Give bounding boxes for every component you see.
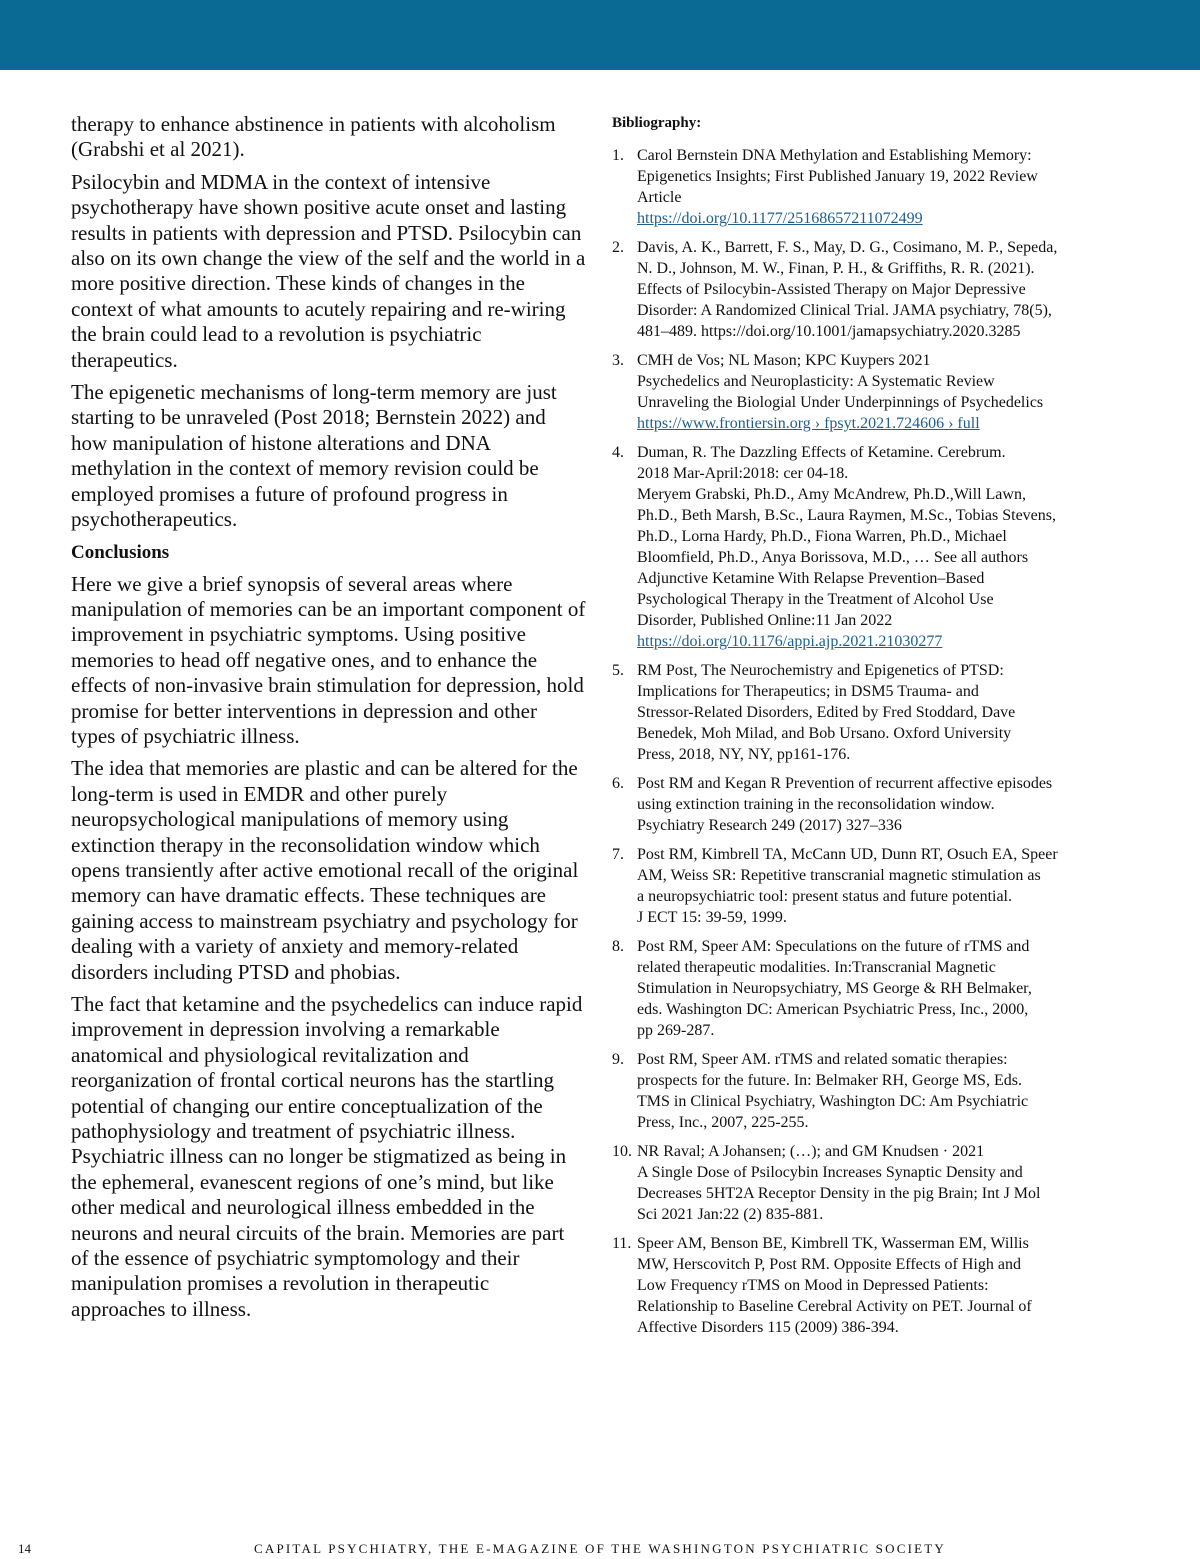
bibliography-entry-text: Speer AM, Benson BE, Kimbrell TK, Wasserman EM, Willis <box>637 1235 1029 1252</box>
conclusions-paragraph: The fact that ketamine and the psychedelics can induce rapid improvement in depression involving a remarkable anatomical and physiological revitalization and reorganization of frontal cortical neurons has the startling potential of changing our entire conceptualization of the pathophysiology and treatment of psychiatric illness. Psychiatric illness can no longer be stigmatized as being in the ephemeral, evanescent regions of one’s mind, but like other medical and neurological illness embedded in the neurons and neural circuits of the brain. Memories are part of the essence of psychiatric symptomology and their manipulation promises a revolution in therapeutic approaches to illness. <box>71 992 583 1321</box>
bibliography-entry-text: Post RM, Speer AM: Speculations on the future of rTMS and <box>637 938 1030 955</box>
bibliography-entry-text: Stimulation in Neuropsychiatry, MS George & RH Belmaker, <box>637 980 1032 997</box>
bibliography-entry-text: Sci 2021 Jan:22 (2) 835-881. <box>637 1206 824 1223</box>
page-number: 14 <box>18 1541 31 1556</box>
bibliography-entry <box>612 1049 1132 1133</box>
bibliography-link[interactable]: https://doi.org/10.1176/appi.ajp.2021.21030277 <box>637 633 943 650</box>
bibliography-entry-number: 11. <box>612 1235 632 1252</box>
header-band <box>0 0 1200 70</box>
bibliography-entry-text: Psychological Therapy in the Treatment of Alcohol Use <box>637 591 994 608</box>
bibliography-entry-text: Ph.D., Beth Marsh, B.Sc., Laura Raymen, M.Sc., Tobias Stevens, <box>637 507 1056 524</box>
bibliography-entry-text: Psychiatry Research 249 (2017) 327–336 <box>637 817 902 834</box>
bibliography-entry-number: 9. <box>612 1051 624 1068</box>
bibliography-entry <box>612 773 1132 836</box>
bibliography-link[interactable]: https://doi.org/10.1177/25168657211072499 <box>637 210 923 227</box>
bibliography-entry-text: N. D., Johnson, M. W., Finan, P. H., & Griffiths, R. R. (2021). <box>637 260 1035 277</box>
bibliography-entry <box>612 350 1132 434</box>
bibliography-entry-text: Adjunctive Ketamine With Relapse Prevention–Based <box>637 570 985 587</box>
bibliography-entry-text: Affective Disorders 115 (2009) 386-394. <box>637 1319 899 1336</box>
bibliography-entry-text: a neuropsychiatric tool: present status and future potential. <box>637 888 1012 905</box>
bibliography-section <box>612 113 1132 1346</box>
bibliography-entry <box>612 145 1132 229</box>
bibliography-entry-text: CMH de Vos; NL Mason; KPC Kuypers 2021 <box>637 352 931 369</box>
bibliography-entry-number: 7. <box>612 846 624 863</box>
bibliography-entry-text: prospects for the future. In: Belmaker RH, George MS, Eds. <box>637 1072 1022 1089</box>
bibliography-entry-text: using extinction training in the reconsolidation window. <box>637 796 995 813</box>
bibliography-entry-text: Davis, A. K., Barrett, F. S., May, D. G., Cosimano, M. P., Sepeda, <box>637 239 1058 256</box>
bibliography-entry-text: Disorder, Published Online:11 Jan 2022 <box>637 612 893 629</box>
conclusions-paragraph: Here we give a brief synopsis of several areas where manipulation of memories can be an important component of improvement in psychiatric symptoms. Using positive memories to head off negative ones, and to enhance the effects of non-invasive brain stimulation for depression, hold promise for better interventions in depression and other types of psychiatric illness. <box>71 571 586 748</box>
bibliography-entry-text: TMS in Clinical Psychiatry, Washington DC: Am Psychiatric <box>637 1093 1029 1110</box>
publication-title: CAPITAL PSYCHIATRY, THE E-MAGAZINE OF THE WASHINGTON PSYCHIATRIC SOCIETY <box>254 1541 946 1556</box>
bibliography-entry-text: Unraveling the Biologial Under Underpinnings of Psychedelics <box>637 394 1044 411</box>
bibliography-list <box>612 145 1132 1338</box>
bibliography-entry-text: pp 269-287. <box>637 1022 715 1039</box>
footer <box>0 1541 1200 1559</box>
bibliography-entry-number: 5. <box>612 662 624 679</box>
bibliography-entry-text: Implications for Therapeutics; in DSM5 Trauma- and <box>637 683 979 700</box>
left-column <box>71 112 586 1329</box>
bibliography-entry-text: RM Post, The Neurochemistry and Epigenetics of PTSD: <box>637 662 1004 679</box>
bibliography-entry <box>612 442 1132 652</box>
bibliography-entry-text: eds. Washington DC: American Psychiatric Press, Inc., 2000, <box>637 1001 1029 1018</box>
bibliography-entry-number: 3. <box>612 352 624 369</box>
body-paragraph: Psilocybin and MDMA in the context of intensive psychotherapy have shown positive acute onset and lasting results in patients with depression and PTSD. Psilocybin can also on its own change the view of the self and the world in a more positive direction. These kinds of changes in the context of what amounts to acutely repairing and re-wiring the brain could lead to a revolution is psychiatric therapeutics. <box>71 169 586 372</box>
bibliography-entry <box>612 1233 1132 1338</box>
bibliography-entry-text: 481–489. https://doi.org/10.1001/jamapsychiatry.2020.3285 <box>637 323 1021 340</box>
body-paragraph: The epigenetic mechanisms of long-term memory are just starting to be unraveled (Post 2018; Bernstein 2022) and how manipulation of histone alterations and DNA methylation in the context of memory revision could be employed promises a future of profound progress in psychotherapeutics. <box>71 380 557 532</box>
bibliography-entry-text: NR Raval; A Johansen; (…); and GM Knudsen · 2021 <box>637 1143 985 1160</box>
bibliography-entry-text: Relationship to Baseline Cerebral Activity on PET. Journal of <box>637 1298 1032 1315</box>
bibliography-entry-text: Article <box>637 189 682 206</box>
bibliography-entry-text: Disorder: A Randomized Clinical Trial. JAMA psychiatry, 78(5), <box>637 302 1052 319</box>
bibliography-entry <box>612 1141 1132 1225</box>
bibliography-entry-text: Effects of Psilocybin-Assisted Therapy on Major Depressive <box>637 281 1026 298</box>
bibliography-entry-text: A Single Dose of Psilocybin Increases Synaptic Density and <box>637 1164 1023 1181</box>
bibliography-entry-text: Benedek, Moh Milad, and Bob Ursano. Oxford University <box>637 725 1012 742</box>
bibliography-entry-text: Stressor-Related Disorders, Edited by Fred Stoddard, Dave <box>637 704 1016 721</box>
bibliography-entry-text: related therapeutic modalities. In:Transcranial Magnetic <box>637 959 996 976</box>
bibliography-entry-number: 1. <box>612 147 624 164</box>
bibliography-entry-number: 10. <box>612 1143 632 1160</box>
bibliography-entry-text: Post RM and Kegan R Prevention of recurrent affective episodes <box>637 775 1053 792</box>
bibliography-entry-text: Carol Bernstein DNA Methylation and Establishing Memory: <box>637 147 1032 164</box>
bibliography-entry-text: J ECT 15: 39-59, 1999. <box>637 909 787 926</box>
bibliography-entry-text: Post RM, Kimbrell TA, McCann UD, Dunn RT, Osuch EA, Speer <box>637 846 1058 863</box>
bibliography-entry-text: Decreases 5HT2A Receptor Density in the pig Brain; Int J Mol <box>637 1185 1041 1202</box>
bibliography-entry-text: AM, Weiss SR: Repetitive transcranial magnetic stimulation as <box>637 867 1041 884</box>
bibliography-entry-text: MW, Herscovitch P, Post RM. Opposite Effects of High and <box>637 1256 1021 1273</box>
bibliography-entry-text: Bloomfield, Ph.D., Anya Borissova, M.D., … See all authors <box>637 549 1029 566</box>
bibliography-entry <box>612 237 1132 342</box>
bibliography-entry-text: Meryem Grabski, Ph.D., Amy McAndrew, Ph.D.,Will Lawn, <box>637 486 1026 503</box>
bibliography-entry <box>612 660 1132 765</box>
bibliography-entry-text: Duman, R. The Dazzling Effects of Ketamine. Cerebrum. <box>637 444 1006 461</box>
bibliography-entry <box>612 844 1132 928</box>
bibliography-link[interactable]: https://www.frontiersin.org › fpsyt.2021.724606 › full <box>637 415 980 432</box>
bibliography-entry-number: 6. <box>612 775 624 792</box>
bibliography-title: Bibliography: <box>612 115 702 131</box>
bibliography-entry-number: 4. <box>612 444 624 461</box>
bibliography-entry-text: 2018 Mar-April:2018: cer 04-18. <box>637 465 849 482</box>
bibliography-entry-text: Ph.D., Lorna Hardy, Ph.D., Fiona Warren, Ph.D., Michael <box>637 528 1007 545</box>
conclusions-heading: Conclusions <box>71 541 170 563</box>
bibliography-entry <box>612 936 1132 1041</box>
bibliography-entry-text: Press, 2018, NY, NY, pp161-176. <box>637 746 851 763</box>
conclusions-paragraph: The idea that memories are plastic and can be altered for the long-term is used in EMDR and other purely neuropsychological manipulations of memory using extinction therapy in the reconsolidation window which opens transiently after active emotional recall of the original memory can have dramatic effects. These techniques are gaining access to mainstream psychiatry and psychology for dealing with a variety of anxiety and memory-related disorders including PTSD and phobias. <box>71 756 579 984</box>
bibliography-entry-text: Post RM, Speer AM. rTMS and related somatic therapies: <box>637 1051 1008 1068</box>
bibliography-entry-text: Epigenetics Insights; First Published January 19, 2022 Review <box>637 168 1038 185</box>
bibliography-entry-text: Press, Inc., 2007, 225-255. <box>637 1114 809 1131</box>
bibliography-entry-text: Low Frequency rTMS on Mood in Depressed Patients: <box>637 1277 989 1294</box>
body-paragraph: therapy to enhance abstinence in patients with alcoholism (Grabshi et al 2021). <box>71 112 556 162</box>
bibliography-entry-text: Psychedelics and Neuroplasticity: A Systematic Review <box>637 373 995 390</box>
bibliography-entry-number: 2. <box>612 239 624 256</box>
bibliography-entry-number: 8. <box>612 938 624 955</box>
